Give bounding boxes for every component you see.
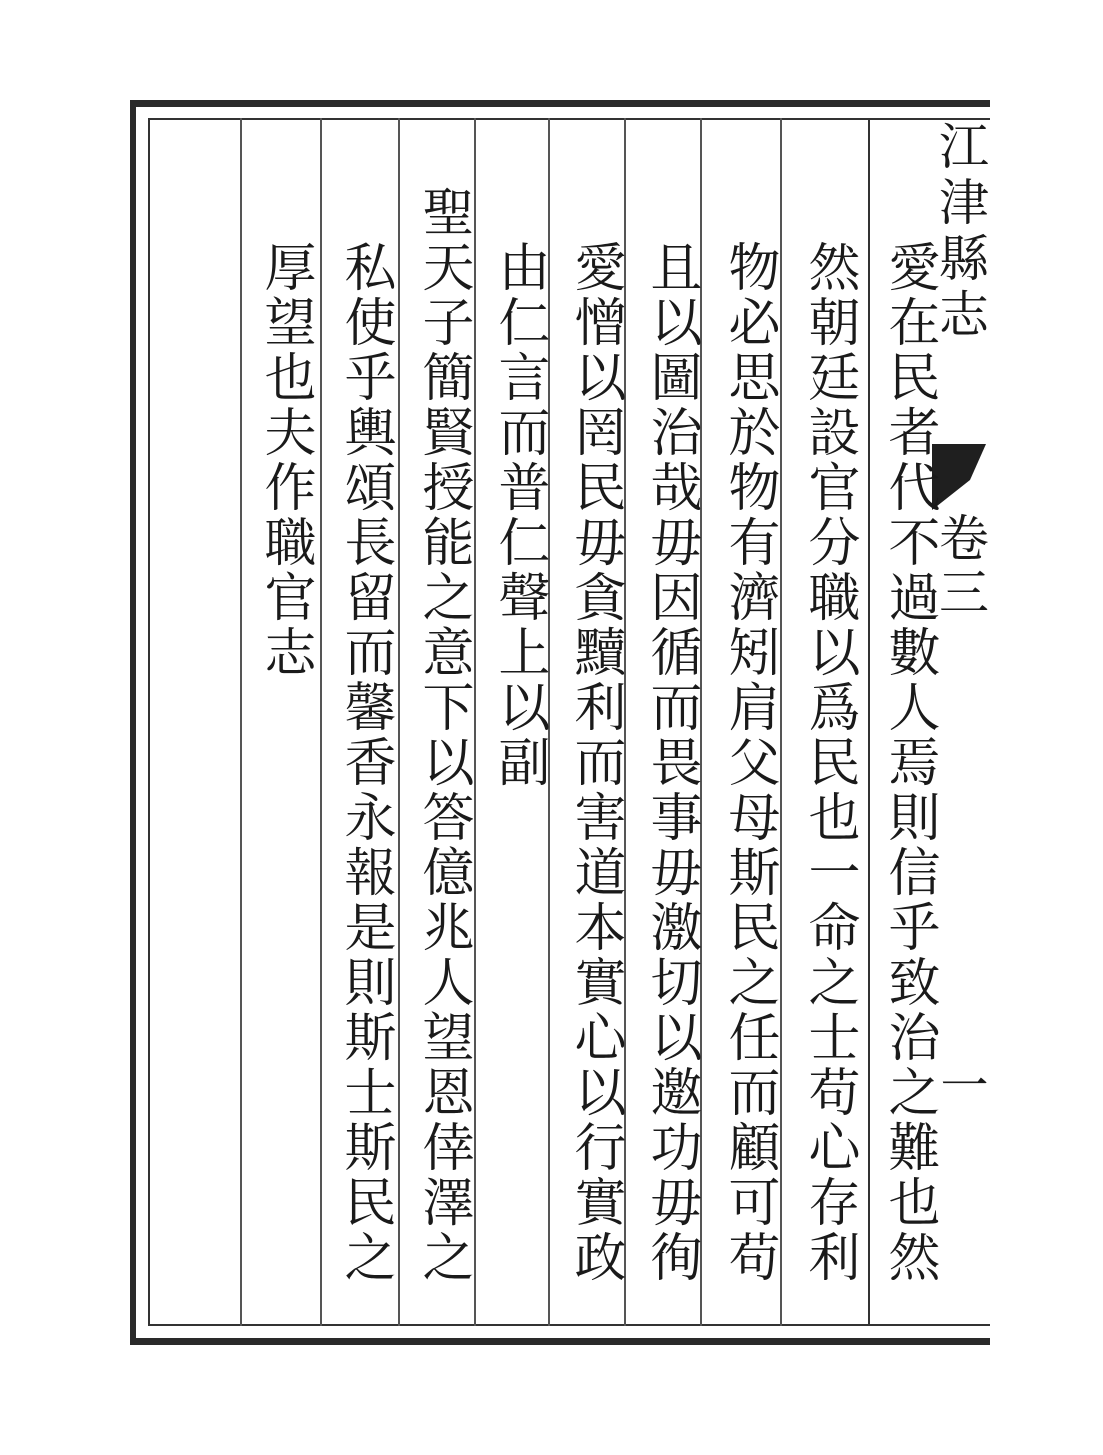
text-column-9: 厚望也夫作職官志 — [255, 240, 315, 680]
text-column-3: 物必思於物有濟矧肩父母斯民之任而顧可苟 — [719, 240, 779, 1285]
text-column-5: 愛憎以罔民毋貪黷利而害道本實心以行實政 — [565, 240, 625, 1285]
column-rule — [320, 118, 322, 1326]
center-fold-rule — [868, 118, 870, 1326]
column-rule — [240, 118, 242, 1326]
text-column-7: 聖天子簡賢授能之意下以答億兆人望恩倖澤之 — [413, 185, 473, 1285]
text-column-4: 且以圖治哉毋因循而畏事毋激切以邀功毋徇 — [641, 240, 701, 1285]
text-column-2: 然朝廷設官分職以爲民也一命之士苟心存利 — [799, 240, 859, 1285]
book-title: 江津縣志 — [931, 120, 989, 344]
text-column-8: 私使乎輿頌長留而馨香永報是則斯士斯民之 — [335, 240, 395, 1285]
volume-label: 卷三 — [931, 512, 989, 620]
text-column-6: 由仁言而普仁聲上以副 — [489, 240, 549, 790]
page-number: 一 — [932, 1060, 988, 1108]
text-column-1: 愛在民者代不過數人焉則信乎致治之難也然 — [879, 240, 939, 1285]
